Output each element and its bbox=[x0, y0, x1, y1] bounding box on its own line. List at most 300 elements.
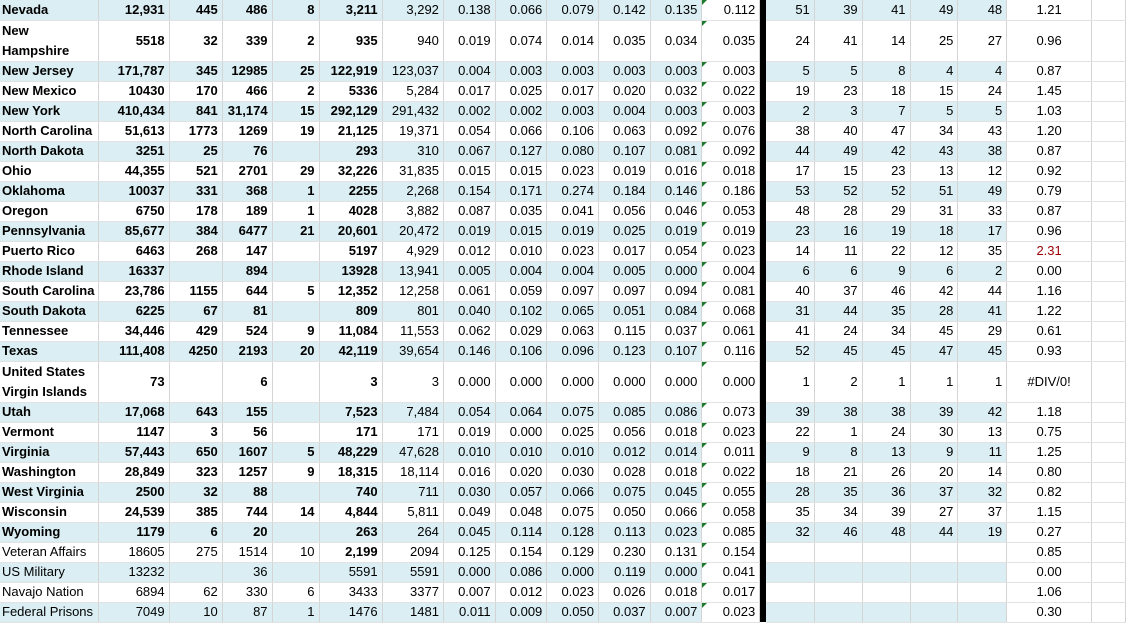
cell-value[interactable]: 0.019 bbox=[547, 221, 599, 241]
cell-value[interactable]: 10 bbox=[169, 602, 222, 622]
cell-value[interactable]: 1607 bbox=[222, 442, 272, 462]
cell-empty[interactable] bbox=[1092, 161, 1126, 181]
cell-rank[interactable]: 41 bbox=[766, 321, 814, 341]
cell-value[interactable]: 0.053 bbox=[702, 201, 760, 221]
cell-rank[interactable]: 9 bbox=[862, 261, 910, 281]
cell-value[interactable]: 1179 bbox=[99, 522, 169, 542]
cell-value[interactable]: 0.000 bbox=[702, 361, 760, 402]
cell-rank[interactable]: 3 bbox=[814, 101, 862, 121]
cell-rank[interactable] bbox=[910, 562, 958, 582]
cell-rank[interactable]: 30 bbox=[910, 422, 958, 442]
cell-rank[interactable] bbox=[766, 582, 814, 602]
cell-rank[interactable]: 44 bbox=[910, 522, 958, 542]
cell-rank[interactable]: 15 bbox=[910, 81, 958, 101]
cell-value[interactable]: 13,941 bbox=[382, 261, 443, 281]
cell-value[interactable]: 0.019 bbox=[443, 20, 495, 61]
cell-rank[interactable]: 5 bbox=[814, 61, 862, 81]
cell-empty[interactable] bbox=[1092, 121, 1126, 141]
cell-value[interactable]: 51,613 bbox=[99, 121, 169, 141]
cell-value[interactable]: 57,443 bbox=[99, 442, 169, 462]
cell-rank[interactable]: 42 bbox=[958, 402, 1007, 422]
cell-rank[interactable]: 42 bbox=[910, 281, 958, 301]
cell-value[interactable] bbox=[272, 241, 319, 261]
cell-value[interactable]: 0.081 bbox=[702, 281, 760, 301]
cell-value[interactable]: 20 bbox=[272, 341, 319, 361]
cell-value[interactable]: 0.003 bbox=[547, 61, 599, 81]
cell-value[interactable]: 368 bbox=[222, 181, 272, 201]
cell-rank[interactable]: 32 bbox=[766, 522, 814, 542]
cell-value[interactable]: 0.018 bbox=[650, 582, 702, 602]
cell-value[interactable]: 1 bbox=[272, 602, 319, 622]
cell-value[interactable]: 0.023 bbox=[650, 522, 702, 542]
cell-value[interactable]: 170 bbox=[169, 81, 222, 101]
cell-value[interactable]: 3 bbox=[382, 361, 443, 402]
cell-value[interactable]: 0.004 bbox=[443, 61, 495, 81]
cell-value[interactable]: 0.056 bbox=[598, 422, 650, 442]
cell-value[interactable]: 1476 bbox=[319, 602, 382, 622]
cell-value[interactable]: 0.003 bbox=[702, 101, 760, 121]
cell-value[interactable]: 0.086 bbox=[650, 402, 702, 422]
cell-value[interactable] bbox=[169, 261, 222, 281]
cell-rank[interactable]: 52 bbox=[814, 181, 862, 201]
cell-rank[interactable]: 51 bbox=[766, 0, 814, 20]
cell-value[interactable]: 1 bbox=[272, 201, 319, 221]
cell-value[interactable]: 0.010 bbox=[547, 442, 599, 462]
cell-value[interactable]: 445 bbox=[169, 0, 222, 20]
cell-value[interactable]: 39,654 bbox=[382, 341, 443, 361]
cell-rank[interactable]: 18 bbox=[766, 462, 814, 482]
cell-value[interactable]: 331 bbox=[169, 181, 222, 201]
cell-value[interactable]: 2701 bbox=[222, 161, 272, 181]
cell-value[interactable] bbox=[169, 562, 222, 582]
cell-rank[interactable]: 26 bbox=[862, 462, 910, 482]
cell-value[interactable]: 5336 bbox=[319, 81, 382, 101]
cell-value[interactable]: 5 bbox=[272, 442, 319, 462]
cell-rank[interactable]: 6 bbox=[910, 261, 958, 281]
cell-rank[interactable]: 4 bbox=[910, 61, 958, 81]
cell-name[interactable]: Virginia bbox=[0, 442, 99, 462]
cell-value[interactable]: 0.023 bbox=[547, 241, 599, 261]
cell-value[interactable]: 36 bbox=[222, 562, 272, 582]
cell-value[interactable]: 9 bbox=[272, 321, 319, 341]
cell-rank[interactable] bbox=[910, 602, 958, 622]
cell-value[interactable]: 0.025 bbox=[495, 81, 547, 101]
cell-value[interactable]: 0.009 bbox=[495, 602, 547, 622]
cell-ratio[interactable]: 1.25 bbox=[1007, 442, 1092, 462]
cell-rank[interactable]: 49 bbox=[958, 181, 1007, 201]
cell-name[interactable]: Oregon bbox=[0, 201, 99, 221]
cell-rank[interactable]: 1 bbox=[910, 361, 958, 402]
cell-empty[interactable] bbox=[1092, 181, 1126, 201]
cell-value[interactable]: 940 bbox=[382, 20, 443, 61]
cell-value[interactable]: 0.274 bbox=[547, 181, 599, 201]
cell-value[interactable]: 28,849 bbox=[99, 462, 169, 482]
cell-rank[interactable]: 17 bbox=[958, 221, 1007, 241]
cell-rank[interactable]: 42 bbox=[862, 141, 910, 161]
cell-value[interactable]: 0.081 bbox=[650, 141, 702, 161]
cell-value[interactable]: 2,199 bbox=[319, 542, 382, 562]
cell-rank[interactable]: 34 bbox=[910, 121, 958, 141]
cell-value[interactable]: 47,628 bbox=[382, 442, 443, 462]
cell-rank[interactable]: 6 bbox=[766, 261, 814, 281]
cell-value[interactable]: 0.003 bbox=[650, 101, 702, 121]
cell-rank[interactable]: 36 bbox=[862, 482, 910, 502]
cell-value[interactable]: 0.035 bbox=[702, 20, 760, 61]
cell-rank[interactable]: 24 bbox=[766, 20, 814, 61]
cell-name[interactable]: South Carolina bbox=[0, 281, 99, 301]
cell-rank[interactable]: 1 bbox=[766, 361, 814, 402]
cell-rank[interactable]: 25 bbox=[910, 20, 958, 61]
cell-value[interactable]: 0.154 bbox=[495, 542, 547, 562]
cell-value[interactable]: 0.092 bbox=[650, 121, 702, 141]
cell-value[interactable]: 6 bbox=[222, 361, 272, 402]
cell-name[interactable]: Federal Prisons bbox=[0, 602, 99, 622]
cell-value[interactable]: 10 bbox=[272, 542, 319, 562]
cell-rank[interactable]: 40 bbox=[766, 281, 814, 301]
cell-value[interactable]: 524 bbox=[222, 321, 272, 341]
cell-value[interactable]: 2 bbox=[272, 20, 319, 61]
cell-empty[interactable] bbox=[1092, 482, 1126, 502]
cell-ratio[interactable]: 0.79 bbox=[1007, 181, 1092, 201]
cell-value[interactable]: 10037 bbox=[99, 181, 169, 201]
cell-name[interactable]: United States Virgin Islands bbox=[0, 361, 99, 402]
cell-value[interactable]: 0.002 bbox=[495, 101, 547, 121]
cell-value[interactable]: 0.023 bbox=[702, 241, 760, 261]
cell-value[interactable]: 3377 bbox=[382, 582, 443, 602]
cell-empty[interactable] bbox=[1092, 61, 1126, 81]
cell-value[interactable]: 12985 bbox=[222, 61, 272, 81]
cell-value[interactable]: 12,352 bbox=[319, 281, 382, 301]
cell-ratio[interactable]: 0.30 bbox=[1007, 602, 1092, 622]
cell-rank[interactable] bbox=[958, 562, 1007, 582]
cell-value[interactable]: 0.094 bbox=[650, 281, 702, 301]
cell-ratio[interactable]: 2.31 bbox=[1007, 241, 1092, 261]
cell-rank[interactable]: 46 bbox=[814, 522, 862, 542]
cell-value[interactable]: 0.097 bbox=[547, 281, 599, 301]
cell-rank[interactable]: 11 bbox=[814, 241, 862, 261]
cell-value[interactable]: 81 bbox=[222, 301, 272, 321]
cell-value[interactable]: 0.023 bbox=[547, 161, 599, 181]
cell-value[interactable]: 122,919 bbox=[319, 61, 382, 81]
cell-rank[interactable]: 29 bbox=[862, 201, 910, 221]
cell-value[interactable]: 0.004 bbox=[495, 261, 547, 281]
cell-rank[interactable] bbox=[910, 582, 958, 602]
cell-value[interactable]: 6225 bbox=[99, 301, 169, 321]
cell-value[interactable]: 0.171 bbox=[495, 181, 547, 201]
cell-rank[interactable]: 2 bbox=[766, 101, 814, 121]
cell-rank[interactable]: 44 bbox=[958, 281, 1007, 301]
cell-value[interactable]: 3,292 bbox=[382, 0, 443, 20]
cell-value[interactable]: 0.018 bbox=[702, 161, 760, 181]
cell-rank[interactable] bbox=[862, 582, 910, 602]
cell-value[interactable]: 2094 bbox=[382, 542, 443, 562]
cell-value[interactable]: 7,484 bbox=[382, 402, 443, 422]
cell-value[interactable]: 0.116 bbox=[702, 341, 760, 361]
cell-ratio[interactable]: 0.85 bbox=[1007, 542, 1092, 562]
cell-rank[interactable]: 8 bbox=[862, 61, 910, 81]
cell-value[interactable]: 0.023 bbox=[547, 582, 599, 602]
cell-name[interactable]: Pennsylvania bbox=[0, 221, 99, 241]
cell-value[interactable]: 0.085 bbox=[598, 402, 650, 422]
cell-value[interactable]: 0.085 bbox=[702, 522, 760, 542]
cell-rank[interactable]: 47 bbox=[862, 121, 910, 141]
cell-value[interactable]: 466 bbox=[222, 81, 272, 101]
cell-rank[interactable]: 37 bbox=[910, 482, 958, 502]
cell-empty[interactable] bbox=[1092, 241, 1126, 261]
cell-rank[interactable]: 41 bbox=[958, 301, 1007, 321]
cell-name[interactable]: Texas bbox=[0, 341, 99, 361]
cell-value[interactable]: 0.020 bbox=[598, 81, 650, 101]
cell-empty[interactable] bbox=[1092, 582, 1126, 602]
cell-value[interactable]: 0.007 bbox=[443, 582, 495, 602]
cell-rank[interactable]: 40 bbox=[814, 121, 862, 141]
cell-value[interactable]: 0.119 bbox=[598, 562, 650, 582]
cell-value[interactable]: 1481 bbox=[382, 602, 443, 622]
cell-value[interactable]: 0.012 bbox=[443, 241, 495, 261]
cell-value[interactable]: 0.022 bbox=[702, 81, 760, 101]
cell-ratio[interactable]: 0.82 bbox=[1007, 482, 1092, 502]
cell-empty[interactable] bbox=[1092, 442, 1126, 462]
cell-value[interactable]: 0.028 bbox=[598, 462, 650, 482]
cell-value[interactable]: 67 bbox=[169, 301, 222, 321]
cell-value[interactable]: 0.030 bbox=[547, 462, 599, 482]
cell-value[interactable]: 0.017 bbox=[547, 81, 599, 101]
cell-value[interactable]: 0.107 bbox=[650, 341, 702, 361]
cell-value[interactable]: 0.015 bbox=[443, 161, 495, 181]
cell-value[interactable]: 0.066 bbox=[650, 502, 702, 522]
cell-value[interactable]: 0.010 bbox=[495, 442, 547, 462]
cell-value[interactable]: 0.063 bbox=[598, 121, 650, 141]
cell-value[interactable]: 429 bbox=[169, 321, 222, 341]
cell-value[interactable]: 5197 bbox=[319, 241, 382, 261]
cell-value[interactable]: 0.037 bbox=[598, 602, 650, 622]
cell-rank[interactable]: 51 bbox=[910, 181, 958, 201]
cell-rank[interactable]: 41 bbox=[814, 20, 862, 61]
cell-name[interactable]: Washington bbox=[0, 462, 99, 482]
cell-value[interactable]: 111,408 bbox=[99, 341, 169, 361]
cell-rank[interactable]: 19 bbox=[862, 221, 910, 241]
cell-value[interactable]: 20,601 bbox=[319, 221, 382, 241]
cell-value[interactable]: 264 bbox=[382, 522, 443, 542]
cell-value[interactable]: 0.034 bbox=[650, 20, 702, 61]
cell-value[interactable]: 5518 bbox=[99, 20, 169, 61]
cell-value[interactable]: 3 bbox=[319, 361, 382, 402]
cell-rank[interactable]: 4 bbox=[958, 61, 1007, 81]
cell-value[interactable]: 21 bbox=[272, 221, 319, 241]
cell-value[interactable]: 18605 bbox=[99, 542, 169, 562]
cell-value[interactable]: 7,523 bbox=[319, 402, 382, 422]
cell-value[interactable]: 0.035 bbox=[495, 201, 547, 221]
cell-rank[interactable]: 8 bbox=[814, 442, 862, 462]
cell-value[interactable]: 2193 bbox=[222, 341, 272, 361]
cell-value[interactable]: 0.059 bbox=[495, 281, 547, 301]
cell-value[interactable]: 345 bbox=[169, 61, 222, 81]
cell-value[interactable] bbox=[272, 422, 319, 442]
cell-rank[interactable]: 12 bbox=[958, 161, 1007, 181]
cell-value[interactable]: 21,125 bbox=[319, 121, 382, 141]
cell-name[interactable]: North Dakota bbox=[0, 141, 99, 161]
cell-value[interactable]: 0.154 bbox=[702, 542, 760, 562]
cell-rank[interactable]: 2 bbox=[958, 261, 1007, 281]
cell-value[interactable]: 0.017 bbox=[702, 582, 760, 602]
cell-value[interactable]: 0.040 bbox=[443, 301, 495, 321]
cell-name[interactable]: Wyoming bbox=[0, 522, 99, 542]
cell-value[interactable]: 20,472 bbox=[382, 221, 443, 241]
cell-value[interactable]: 0.005 bbox=[443, 261, 495, 281]
cell-empty[interactable] bbox=[1092, 301, 1126, 321]
cell-value[interactable]: 18,114 bbox=[382, 462, 443, 482]
cell-rank[interactable]: 37 bbox=[958, 502, 1007, 522]
cell-value[interactable]: 11,553 bbox=[382, 321, 443, 341]
cell-ratio[interactable]: 0.00 bbox=[1007, 261, 1092, 281]
cell-rank[interactable]: 45 bbox=[814, 341, 862, 361]
cell-rank[interactable]: 35 bbox=[766, 502, 814, 522]
cell-value[interactable]: 0.017 bbox=[443, 81, 495, 101]
cell-value[interactable]: 0.035 bbox=[598, 20, 650, 61]
cell-value[interactable]: 0.004 bbox=[598, 101, 650, 121]
cell-name[interactable]: North Carolina bbox=[0, 121, 99, 141]
cell-value[interactable]: 8 bbox=[272, 0, 319, 20]
cell-empty[interactable] bbox=[1092, 502, 1126, 522]
cell-value[interactable]: 171 bbox=[382, 422, 443, 442]
cell-rank[interactable]: 23 bbox=[766, 221, 814, 241]
cell-value[interactable]: 6 bbox=[169, 522, 222, 542]
cell-rank[interactable]: 37 bbox=[814, 281, 862, 301]
cell-value[interactable]: 0.000 bbox=[443, 361, 495, 402]
cell-rank[interactable]: 52 bbox=[766, 341, 814, 361]
cell-rank[interactable]: 9 bbox=[766, 442, 814, 462]
cell-name[interactable]: Utah bbox=[0, 402, 99, 422]
cell-value[interactable] bbox=[272, 522, 319, 542]
cell-ratio[interactable]: 1.16 bbox=[1007, 281, 1092, 301]
cell-value[interactable]: 34,446 bbox=[99, 321, 169, 341]
cell-value[interactable]: 291,432 bbox=[382, 101, 443, 121]
cell-value[interactable]: 0.030 bbox=[443, 482, 495, 502]
cell-value[interactable]: 0.046 bbox=[650, 201, 702, 221]
cell-empty[interactable] bbox=[1092, 542, 1126, 562]
cell-value[interactable]: 1514 bbox=[222, 542, 272, 562]
cell-ratio[interactable]: 0.96 bbox=[1007, 221, 1092, 241]
cell-empty[interactable] bbox=[1092, 141, 1126, 161]
cell-value[interactable]: 73 bbox=[99, 361, 169, 402]
cell-value[interactable]: 0.019 bbox=[650, 221, 702, 241]
cell-value[interactable] bbox=[272, 361, 319, 402]
cell-value[interactable]: 32 bbox=[169, 482, 222, 502]
cell-rank[interactable]: 45 bbox=[862, 341, 910, 361]
cell-value[interactable]: 841 bbox=[169, 101, 222, 121]
cell-value[interactable] bbox=[272, 482, 319, 502]
cell-value[interactable]: 0.067 bbox=[443, 141, 495, 161]
cell-ratio[interactable]: 0.87 bbox=[1007, 201, 1092, 221]
cell-name[interactable]: Puerto Rico bbox=[0, 241, 99, 261]
cell-rank[interactable]: 14 bbox=[766, 241, 814, 261]
cell-ratio[interactable]: 0.96 bbox=[1007, 20, 1092, 61]
cell-rank[interactable]: 48 bbox=[766, 201, 814, 221]
cell-value[interactable]: 0.135 bbox=[650, 0, 702, 20]
cell-rank[interactable]: 49 bbox=[814, 141, 862, 161]
cell-value[interactable] bbox=[272, 301, 319, 321]
cell-value[interactable]: 32 bbox=[169, 20, 222, 61]
cell-value[interactable]: 275 bbox=[169, 542, 222, 562]
cell-name[interactable]: Navajo Nation bbox=[0, 582, 99, 602]
cell-value[interactable]: 62 bbox=[169, 582, 222, 602]
cell-value[interactable]: 0.062 bbox=[443, 321, 495, 341]
cell-rank[interactable] bbox=[766, 542, 814, 562]
cell-ratio[interactable]: 0.87 bbox=[1007, 61, 1092, 81]
cell-value[interactable]: 189 bbox=[222, 201, 272, 221]
cell-value[interactable]: 13928 bbox=[319, 261, 382, 281]
cell-rank[interactable]: 31 bbox=[910, 201, 958, 221]
cell-value[interactable]: 0.023 bbox=[702, 602, 760, 622]
cell-value[interactable]: 0.003 bbox=[702, 61, 760, 81]
cell-rank[interactable]: 49 bbox=[910, 0, 958, 20]
cell-value[interactable]: 521 bbox=[169, 161, 222, 181]
cell-value[interactable]: 6 bbox=[272, 582, 319, 602]
cell-value[interactable]: 711 bbox=[382, 482, 443, 502]
cell-value[interactable]: 0.061 bbox=[443, 281, 495, 301]
cell-rank[interactable]: 45 bbox=[958, 341, 1007, 361]
cell-value[interactable]: 0.041 bbox=[547, 201, 599, 221]
cell-value[interactable]: 6477 bbox=[222, 221, 272, 241]
cell-rank[interactable]: 39 bbox=[862, 502, 910, 522]
cell-value[interactable]: 0.026 bbox=[598, 582, 650, 602]
cell-rank[interactable] bbox=[958, 582, 1007, 602]
cell-value[interactable]: 0.000 bbox=[598, 361, 650, 402]
cell-value[interactable]: 0.015 bbox=[495, 161, 547, 181]
cell-value[interactable]: 0.054 bbox=[650, 241, 702, 261]
cell-value[interactable]: 0.037 bbox=[650, 321, 702, 341]
cell-value[interactable]: 6750 bbox=[99, 201, 169, 221]
cell-rank[interactable]: 38 bbox=[958, 141, 1007, 161]
cell-value[interactable]: 293 bbox=[319, 141, 382, 161]
cell-ratio[interactable]: 0.87 bbox=[1007, 141, 1092, 161]
cell-value[interactable]: 20 bbox=[222, 522, 272, 542]
cell-value[interactable]: 16337 bbox=[99, 261, 169, 281]
cell-empty[interactable] bbox=[1092, 261, 1126, 281]
cell-value[interactable]: 0.007 bbox=[650, 602, 702, 622]
cell-rank[interactable]: 34 bbox=[862, 321, 910, 341]
cell-value[interactable]: 3 bbox=[169, 422, 222, 442]
cell-value[interactable]: 0.080 bbox=[547, 141, 599, 161]
cell-rank[interactable]: 7 bbox=[862, 101, 910, 121]
cell-rank[interactable]: 35 bbox=[958, 241, 1007, 261]
cell-value[interactable]: 12,258 bbox=[382, 281, 443, 301]
cell-value[interactable]: 0.003 bbox=[547, 101, 599, 121]
cell-value[interactable]: 1147 bbox=[99, 422, 169, 442]
cell-value[interactable]: 0.107 bbox=[598, 141, 650, 161]
cell-value[interactable]: 0.230 bbox=[598, 542, 650, 562]
cell-value[interactable] bbox=[272, 261, 319, 281]
cell-value[interactable]: 171 bbox=[319, 422, 382, 442]
cell-value[interactable]: 0.019 bbox=[598, 161, 650, 181]
cell-value[interactable]: 0.058 bbox=[702, 502, 760, 522]
cell-rank[interactable]: 38 bbox=[862, 402, 910, 422]
cell-value[interactable]: 740 bbox=[319, 482, 382, 502]
cell-value[interactable]: 6894 bbox=[99, 582, 169, 602]
cell-value[interactable]: 0.079 bbox=[547, 0, 599, 20]
cell-name[interactable]: Nevada bbox=[0, 0, 99, 20]
cell-value[interactable]: 0.102 bbox=[495, 301, 547, 321]
cell-value[interactable]: 31,835 bbox=[382, 161, 443, 181]
cell-value[interactable]: 23,786 bbox=[99, 281, 169, 301]
cell-empty[interactable] bbox=[1092, 81, 1126, 101]
cell-value[interactable]: 0.010 bbox=[495, 241, 547, 261]
cell-value[interactable]: 147 bbox=[222, 241, 272, 261]
cell-value[interactable]: 0.020 bbox=[495, 462, 547, 482]
cell-value[interactable]: 0.129 bbox=[547, 542, 599, 562]
cell-ratio[interactable]: 1.22 bbox=[1007, 301, 1092, 321]
cell-value[interactable]: 263 bbox=[319, 522, 382, 542]
